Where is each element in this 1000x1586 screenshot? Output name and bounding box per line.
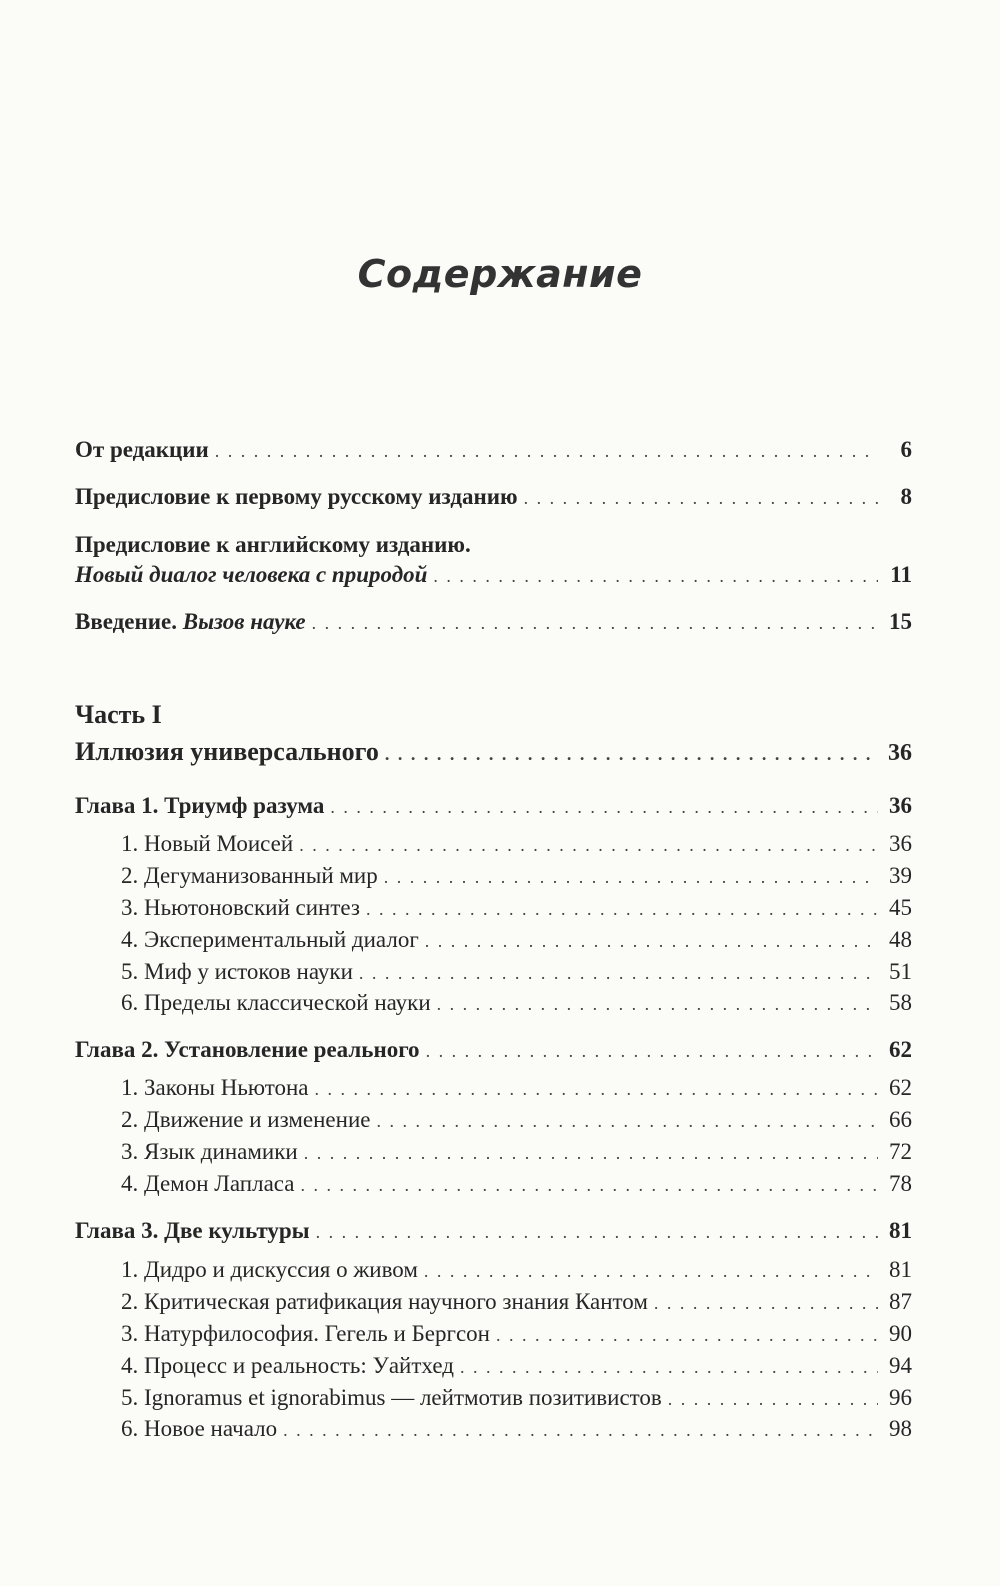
entry-label: 2. Критическая ратификация научного знания Кантом xyxy=(121,1289,648,1314)
entry-label: 1. Дидро и дискуссия о живом xyxy=(121,1257,418,1282)
entry-page: 51 xyxy=(889,959,912,984)
leader-dots xyxy=(316,1218,878,1246)
entry-page: 36 xyxy=(888,740,912,766)
toc-entry-part-1[interactable] xyxy=(75,738,912,768)
leader-dots xyxy=(384,863,878,891)
entry-label: Глава 3. Две культуры xyxy=(75,1218,310,1243)
toc-entry-section[interactable] xyxy=(121,1352,912,1381)
toc-entry-section[interactable] xyxy=(121,1138,912,1167)
entry-label: 1. Законы Ньютона xyxy=(121,1075,309,1100)
entry-label: 4. Процесс и реальность: Уайтхед xyxy=(121,1353,454,1378)
leader-dots xyxy=(315,1075,879,1103)
entry-label-italic: Вызов науке xyxy=(182,609,306,634)
leader-dots xyxy=(359,959,878,987)
leader-dots xyxy=(426,1037,878,1065)
entry-label: 4. Демон Лапласа xyxy=(121,1171,295,1196)
leader-dots xyxy=(668,1385,878,1413)
leader-dots xyxy=(524,484,878,512)
entry-label: От редакции xyxy=(75,437,209,462)
leader-dots xyxy=(215,437,878,465)
entry-page: 66 xyxy=(889,1107,912,1132)
leader-dots xyxy=(312,609,878,637)
leader-dots xyxy=(460,1353,878,1381)
part-heading: Часть I xyxy=(75,700,162,729)
entry-label: Новый диалог человека с природой xyxy=(75,562,428,587)
toc-entry-preface-english-line1: Предисловие к английскому изданию. xyxy=(75,532,471,557)
toc-entry-section[interactable] xyxy=(121,894,912,923)
entry-page: 8 xyxy=(900,484,912,509)
leader-dots xyxy=(385,740,878,768)
toc-entry-section[interactable] xyxy=(121,1074,912,1103)
entry-label: 6. Новое начало xyxy=(121,1416,278,1441)
entry-page: 81 xyxy=(889,1218,912,1243)
toc-entry-section[interactable] xyxy=(121,1106,912,1135)
entry-page: 78 xyxy=(889,1171,912,1196)
entry-label: 5. Ignoramus et ignorabimus — лейтмотив позитивистов xyxy=(121,1385,662,1410)
toc-entry-section[interactable] xyxy=(121,1256,912,1285)
entry-page: 48 xyxy=(889,927,912,952)
leader-dots xyxy=(330,793,878,821)
entry-label: 3. Натурфилософия. Гегель и Бергсон xyxy=(121,1321,490,1346)
entry-label: 3. Ньютоновский синтез xyxy=(121,895,360,920)
entry-page: 87 xyxy=(889,1289,912,1314)
leader-dots xyxy=(437,990,878,1018)
entry-label: Иллюзия универсального xyxy=(75,737,379,766)
toc-entry-section[interactable] xyxy=(121,1320,912,1349)
entry-label xyxy=(75,608,306,636)
leader-dots xyxy=(304,1139,878,1167)
entry-label: 2. Движение и изменение xyxy=(121,1107,371,1132)
toc-entry-section[interactable] xyxy=(121,1288,912,1317)
entry-page: 6 xyxy=(900,437,912,462)
leader-dots xyxy=(433,562,878,590)
leader-dots xyxy=(376,1107,878,1135)
entry-label: 4. Экспериментальный диалог xyxy=(121,927,419,952)
leader-dots xyxy=(301,1171,879,1199)
entry-label: Глава 1. Триумф разума xyxy=(75,793,325,818)
entry-label: 2. Дегуманизованный мир xyxy=(121,863,378,888)
toc-entry-section[interactable] xyxy=(121,926,912,955)
entry-page: 81 xyxy=(889,1257,912,1282)
leader-dots xyxy=(424,1257,878,1285)
toc-entry-editorial[interactable] xyxy=(75,436,912,465)
entry-page: 15 xyxy=(889,609,912,634)
toc-entry-introduction[interactable] xyxy=(75,608,912,637)
toc-entry-preface-english[interactable] xyxy=(75,561,912,590)
entry-page: 98 xyxy=(889,1416,912,1441)
toc-entry-section[interactable] xyxy=(121,862,912,891)
toc-entry-section[interactable] xyxy=(121,958,912,987)
entry-page: 94 xyxy=(889,1353,912,1378)
toc-entry-section[interactable] xyxy=(121,1415,912,1444)
leader-dots xyxy=(425,927,878,955)
entry-label: Предисловие к первому русскому изданию xyxy=(75,484,518,509)
leader-dots xyxy=(654,1289,878,1317)
toc-entry-section[interactable] xyxy=(121,1170,912,1199)
page-title: Содержание xyxy=(357,252,643,296)
toc-entry-section[interactable] xyxy=(121,1384,912,1413)
entry-page: 90 xyxy=(889,1321,912,1346)
toc-entry-section[interactable] xyxy=(121,989,912,1018)
entry-page: 36 xyxy=(889,831,912,856)
toc-entry-chapter-3[interactable] xyxy=(75,1217,912,1246)
entry-page: 58 xyxy=(889,990,912,1015)
leader-dots xyxy=(366,895,878,923)
leader-dots xyxy=(283,1416,878,1444)
entry-label: 1. Новый Моисей xyxy=(121,831,294,856)
entry-label: 5. Миф у истоков науки xyxy=(121,959,353,984)
entry-label: 6. Пределы классической науки xyxy=(121,990,431,1015)
toc-entry-preface-russian[interactable] xyxy=(75,483,912,512)
entry-page: 96 xyxy=(889,1385,912,1410)
entry-page: 72 xyxy=(889,1139,912,1164)
toc-entry-section[interactable] xyxy=(121,830,912,859)
entry-label-main: Введение. xyxy=(75,609,177,634)
entry-label: 3. Язык динамики xyxy=(121,1139,298,1164)
entry-page: 62 xyxy=(889,1037,912,1062)
entry-page: 39 xyxy=(889,863,912,888)
leader-dots xyxy=(299,831,878,859)
entry-label: Глава 2. Установление реального xyxy=(75,1037,420,1062)
entry-page: 11 xyxy=(890,562,912,587)
toc-entry-chapter-2[interactable] xyxy=(75,1036,912,1065)
entry-page: 62 xyxy=(889,1075,912,1100)
toc-entry-chapter-1[interactable] xyxy=(75,792,912,821)
entry-page: 36 xyxy=(889,793,912,818)
leader-dots xyxy=(496,1321,878,1349)
entry-page: 45 xyxy=(889,895,912,920)
